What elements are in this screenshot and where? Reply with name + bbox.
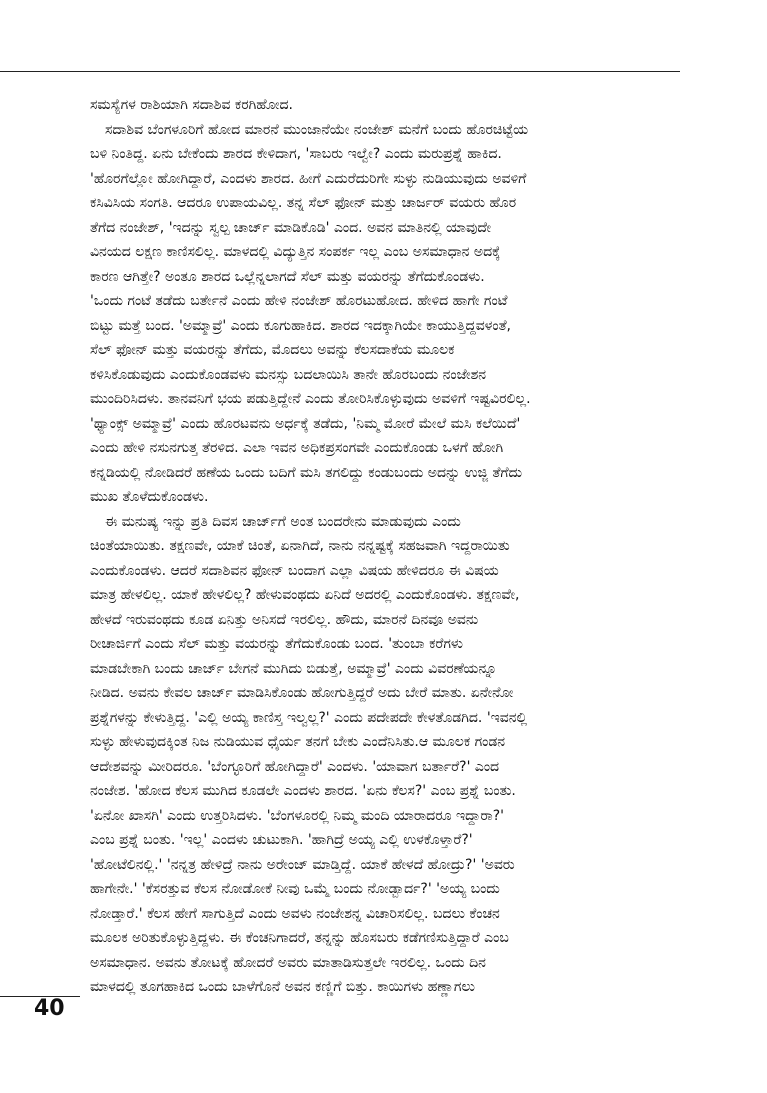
- text-line-21: ಮಾತ್ರ ಹೇಳಲಿಲ್ಲ. ಯಾಕೆ ಹೇಳಲಿಲ್ಲ? ಹೇಳುವಂಥದು ಏನಿದೆ ಅದರಲ್ಲಿ ಎಂದುಕೊಂಡಳು. ತಕ್ಷಣವೇ,: [90, 587, 520, 603]
- text-line-34: ನೋಡ್ತಾರೆ.' ಕೆಲಸ ಹೇಗೆ ಸಾಗುತ್ತಿದೆ ಎಂದು ಅವಳು ನಂಜೇಶನ್ನ ವಿಚಾರಿಸಲಿಲ್ಲ. ಬದಲು ಕೆಂಚನ: [90, 905, 500, 922]
- text-line-13: ಮುಂದಿರಿಸಿದಳು. ತಾನವನಿಗೆ ಭಯ ಪಡುತ್ತಿದ್ದೇನೆ ಎಂದು ತೋರಿಸಿಕೊಳ್ಳುವುದು ಅವಳಿಗೆ ಇಷ್ಟವಿರಲಿಲ್ಲ.: [90, 391, 531, 407]
- text-line-29: ನಂಜೇಶ. 'ಹೋದ ಕೆಲಸ ಮುಗಿದ ಕೂಡಲೇ ಎಂದಳು ಶಾರದ. 'ಏನು ಕೆಲಸ?' ಎಂಬ ಪ್ರಶ್ನೆ ಬಂತು.: [90, 783, 516, 799]
- text-line-33: ಹಾಗೇನೇ.' 'ಕೆಸರತ್ತುವ ಕೆಲಸ ನೋಡೋಕೆ ನೀವು ಒಮ್ಮೆ ಬಂದು ನೋಡ್ಬಾರ್ದ?' 'ಅಯ್ಯ ಬಂದು: [90, 881, 500, 897]
- text-line-26: ಪ್ರಶ್ನೆಗಳನ್ನು ಕೇಳುತ್ತಿದ್ದ. 'ಎಲ್ಲಿ ಅಯ್ಯ ಕಾಣಿಸ್ತ ಇಲ್ವಲ್ಲ?' ಎಂದು ಪದೇಪದೇ ಕೇಳತೊಡಗಿದ. 'ಇವನಲ್ಲಿ: [90, 709, 528, 726]
- text-line-24: ಮಾಡಬೇಕಾಗಿ ಬಂದು ಚಾರ್ಜ್ ಬೇಗನೆ ಮುಗಿದು ಬಿಡುತ್ತೆ, ಅಮ್ಮಾವ್ರೆ' ಎಂದು ವಿವರಣೆಯನ್ನೂ: [90, 660, 497, 677]
- text-line-27: ಸುಳ್ಳು ಹೇಳುವುದಕ್ಕಿಂತ ನಿಜ ನುಡಿಯುವ ಧೈರ್ಯ ತನಗೆ ಬೇಕು ಎಂದೆನಿಸಿತು.ಆ ಮೂಲಕ ಗಂಡನ: [90, 734, 506, 750]
- text-line-19: ಚಿಂತೆಯಾಯಿತು. ತಕ್ಷಣವೇ, ಯಾಕೆ ಚಿಂತೆ, ಏನಾಗಿದೆ, ನಾನು ನನ್ನಷ್ಟಕ್ಕೆ ಸಹಜವಾಗಿ ಇದ್ದರಾಯಿತು: [90, 538, 510, 554]
- text-line-11: ಸೆಲ್ ಫೋನ್ ಮತ್ತು ವಯರನ್ನು ತೆಗೆದು, ಮೊದಲು ಅವನ್ನು ಕೆಲಸದಾಕೆಯ ಮೂಲಕ: [90, 342, 455, 358]
- text-line-2: ಸದಾಶಿವ ಬೆಂಗಳೂರಿಗೆ ಹೋದ ಮಾರನೆ ಮುಂಜಾನೆಯೇ ನಂಜೇಶ್ ಮನೆಗೆ ಬಂದು ಹೊರಚಿಟ್ಟೆಯ: [105, 121, 529, 138]
- text-line-3: ಬಳಿ ನಿಂತಿದ್ದ. ಏನು ಬೇಕೆಂದು ಶಾರದ ಕೇಳಿದಾಗ, 'ಸಾಬರು ಇಲ್ವೇ? ಎಂದು ಮರುಪ್ರಶ್ನೆ ಹಾಕಿದ.: [90, 146, 502, 162]
- text-line-1: ಸಮಸ್ಯೆಗಳ ರಾಶಿಯಾಗಿ ಸದಾಶಿವ ಕರಗಿಹೋದ.: [90, 97, 293, 113]
- text-line-17: ಮುಖ ತೊಳೆದುಕೊಂಡಳು.: [90, 489, 209, 505]
- text-line-22: ಹೇಳದೆ ಇರುವಂಥದು ಕೂಡ ಏನಿತ್ತು ಅನಿಸದೆ ಇರಲಿಲ್ಲ. ಹೌದು, ಮಾರನೆ ದಿನವೂ ಅವನು: [90, 611, 479, 628]
- text-line-8: ಕಾರಣ ಆಗಿತ್ತೇ? ಅಂತೂ ಶಾರದ ಒಲ್ಲೆನ್ನಲಾಗದೆ ಸೆಲ್ ಮತ್ತು ವಯರನ್ನು ತೆಗೆದುಕೊಂಡಳು.: [90, 268, 485, 285]
- text-line-35: ಮೂಲಕ ಅರಿತುಕೊಳ್ಳುತ್ತಿದ್ದಳು. ಈ ಕೆಂಚನಿಗಾದರೆ, ತನ್ನನ್ನು ಹೊಸಬರು ಕಡೆಗಣಿಸುತ್ತಿದ್ದಾರೆ ಎಂಬ: [90, 930, 509, 946]
- page-number: 40: [34, 996, 65, 1021]
- text-line-37: ಮಾಳದಲ್ಲಿ ತೂಗಹಾಕಿದ ಒಂದು ಬಾಳೆಗೊನೆ ಅವನ ಕಣ್ಣಿಗೆ ಬಿತ್ತು. ಕಾಯಿಗಳು ಹಣ್ಣಾಗಲು: [90, 979, 475, 995]
- text-line-30: 'ಏನೋ ಖಾಸಗಿ' ಎಂದು ಉತ್ತರಿಸಿದಳು. 'ಬೆಂಗಳೂರಲ್ಲಿ ನಿಮ್ಮ ಮಂದಿ ಯಾರಾದರೂ ಇದ್ದಾರಾ?': [90, 807, 504, 824]
- text-line-32: 'ಹೋಟೆಲಿನಲ್ಲಿ.' 'ನನ್ನತ್ರ ಹೇಳಿದ್ರೆ ನಾನು ಅರೇಂಜ್ ಮಾಡ್ತಿದ್ದೆ. ಯಾಕೆ ಹೇಳದೆ ಹೋದ್ರು?' 'ಅವರು: [90, 856, 515, 873]
- text-line-18: ಈ ಮನುಷ್ಯ ಇನ್ನು ಪ್ರತಿ ದಿವಸ ಚಾರ್ಜ್‌ಗೆ ಅಂತ ಬಂದರೇನು ಮಾಡುವುದು ಎಂದು: [105, 513, 461, 530]
- text-line-15: ಎಂದು ಹೇಳಿ ನಸುನಗುತ್ತ ತೆರಳಿದ. ಎಲಾ ಇವನ ಅಧಿಕಪ್ರಸಂಗವೇ ಎಂದುಕೊಂಡು ಒಳಗೆ ಹೋಗಿ: [90, 440, 504, 456]
- text-line-4: 'ಹೊರಗೆಲ್ಲೋ ಹೋಗಿದ್ದಾರೆ, ಎಂದಳು ಶಾರದ. ಹೀಗೆ ಎದುರೆದುರಿಗೇ ಸುಳ್ಳು ನುಡಿಯುವುದು ಅವಳಿಗೆ: [90, 170, 527, 187]
- text-line-10: ಬಿಟ್ಟು ಮತ್ತೆ ಬಂದ. 'ಅಮ್ಮಾವ್ರೆ' ಎಂದು ಕೂಗುಹಾಕಿದ. ಶಾರದ ಇದಕ್ಕಾಗಿಯೇ ಕಾಯುತ್ತಿದ್ದವಳಂತೆ,: [90, 317, 512, 334]
- text-line-20: ಎಂದುಕೊಂಡಳು. ಆದರೆ ಸದಾಶಿವನ ಫೋನ್ ಬಂದಾಗ ಎಲ್ಲಾ ವಿಷಯ ಹೇಳಿದರೂ ಈ ವಿಷಯ: [90, 562, 499, 579]
- text-line-28: ಆದೇಶವನ್ನು ಮೀರಿದರೂ. 'ಬೆಂಗ್ಳೂರಿಗೆ ಹೋಗಿದ್ದಾರೆ' ಎಂದಳು. 'ಯಾವಾಗ ಬರ್ತಾರೆ?' ಎಂದ: [90, 758, 500, 775]
- text-line-12: ಕಳಿಸಿಕೊಡುವುದು ಎಂದುಕೊಂಡವಳು ಮನಸ್ಸು ಬದಲಾಯಿಸಿ ತಾನೇ ಹೊರಬಂದು ನಂಜೇಶನ: [90, 366, 487, 383]
- text-line-6: ತೆಗೆದ ನಂಜೇಶ್, 'ಇದನ್ನು ಸ್ವಲ್ಪ ಚಾರ್ಜ್ ಮಾಡಿಕೊಡಿ' ಎಂದ. ಅವನ ಮಾತಿನಲ್ಲಿ ಯಾವುದೇ: [90, 219, 492, 236]
- text-line-31: ಎಂಬ ಪ್ರಶ್ನೆ ಬಂತು. 'ಇಲ್ಲ' ಎಂದಳು ಚುಟುಕಾಗಿ. 'ಹಾಗಿದ್ರೆ ಅಯ್ಯ ಎಲ್ಲಿ ಉಳಕೊಳ್ತಾರೆ?': [90, 832, 473, 848]
- text-line-9: 'ಒಂದು ಗಂಟೆ ತಡೆದು ಬರ್ತೇನೆ ಎಂದು ಹೇಳಿ ನಂಜೇಶ್ ಹೊರಟುಹೋದ. ಹೇಳಿದ ಹಾಗೇ ಗಂಟೆ: [90, 293, 508, 309]
- text-line-14: 'ಥ್ಯಾಂಕ್ಸ್ ಅಮ್ಮಾವ್ರೆ' ಎಂದು ಹೊರಟವನು ಅರ್ಧಕ್ಕೆ ತಡೆದು, 'ನಿಮ್ಮ ಮೋರೆ ಮೇಲೆ ಮಸಿ ಕಲೆಯಿದೆ': [90, 415, 521, 432]
- text-line-7: ವಿನಯದ ಲಕ್ಷಣ ಕಾಣಿಸಲಿಲ್ಲ. ಮಾಳದಲ್ಲಿ ವಿದ್ಯುತ್ತಿನ ಸಂಪರ್ಕ ಇಲ್ಲ ಎಂಬ ಅಸಮಾಧಾನ ಅದಕ್ಕೆ: [90, 244, 501, 260]
- text-line-23: ರೀಚಾರ್ಜಿಗೆ ಎಂದು ಸೆಲ್ ಮತ್ತು ವಯರನ್ನು ತೆಗೆದುಕೊಂಡು ಬಂದ. 'ತುಂಬಾ ಕರೆಗಳು: [90, 636, 463, 652]
- text-line-25: ನೀಡಿದ. ಅವನು ಕೇವಲ ಚಾರ್ಜ್ ಮಾಡಿಸಿಕೊಂಡು ಹೋಗುತ್ತಿದ್ದರೆ ಅದು ಬೇರೆ ಮಾತು. ಏನೇನೋ: [90, 685, 514, 701]
- body-text: [90, 93, 690, 1000]
- text-line-36: ಅಸಮಾಧಾನ. ಅವನು ತೋಟಕ್ಕೆ ಹೋದರೆ ಅವರು ಮಾತಾಡಿಸುತ್ತಲೇ ಇರಲಿಲ್ಲ. ಒಂದು ದಿನ: [90, 954, 486, 971]
- header-rule: [0, 71, 680, 72]
- text-line-16: ಕನ್ನಡಿಯಲ್ಲಿ ನೋಡಿದರೆ ಹಣೆಯ ಒಂದು ಬದಿಗೆ ಮಸಿ ತಗಲಿದ್ದು ಕಂಡುಬಂದು ಅದನ್ನು ಉಜ್ಜಿ ತೆಗೆದು: [90, 464, 523, 481]
- text-line-5: ಕಸಿವಿಸಿಯ ಸಂಗತಿ. ಆದರೂ ಉಪಾಯವಿಲ್ಲ. ತನ್ನ ಸೆಲ್ ಫೋನ್ ಮತ್ತು ಚಾರ್ಜರ್ ವಯರು ಹೊರ: [90, 195, 517, 211]
